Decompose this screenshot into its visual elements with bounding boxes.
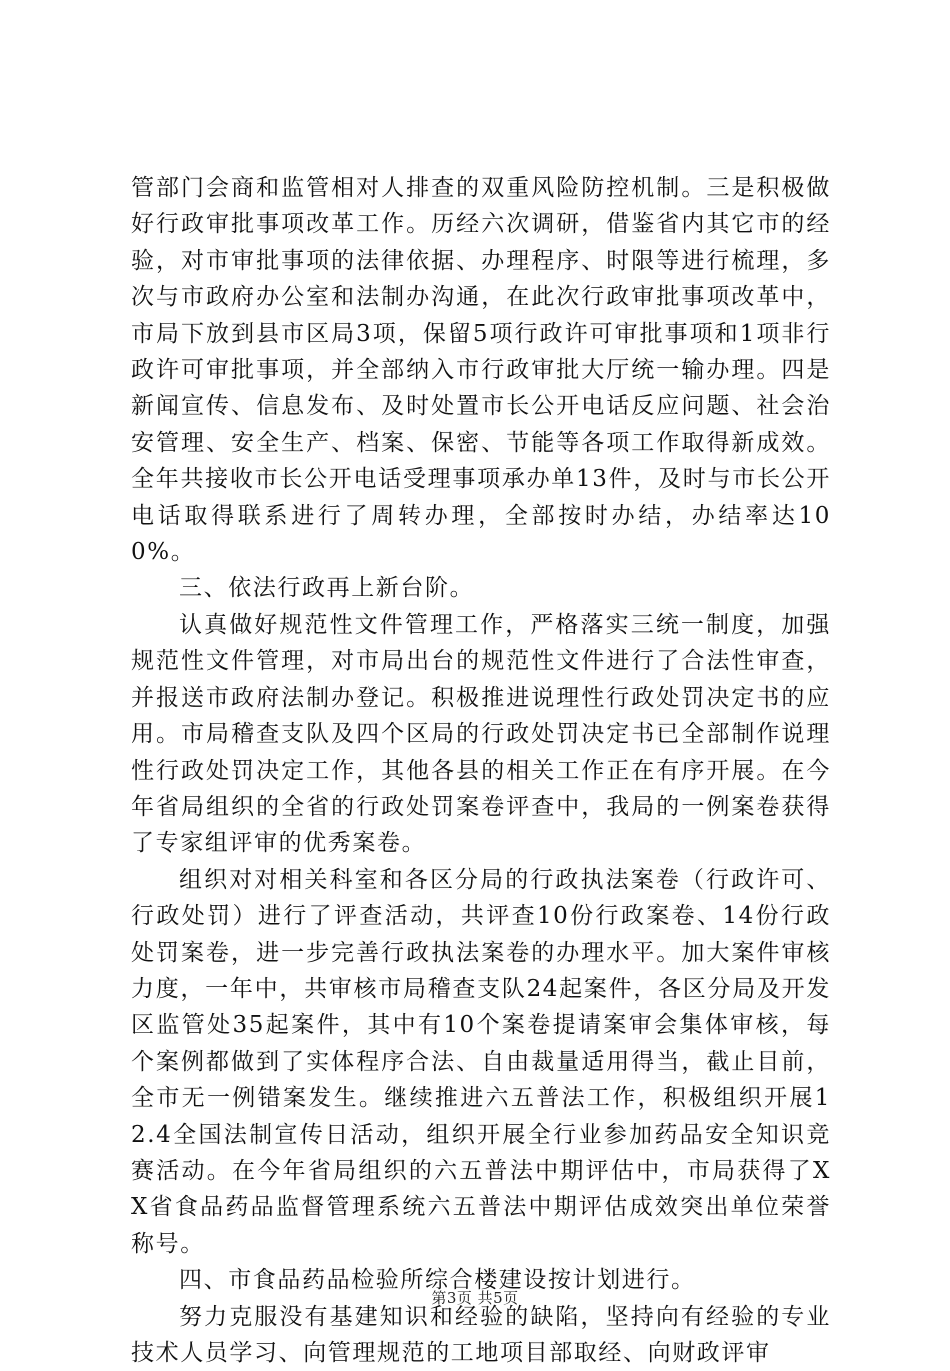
page-number-footer: 第3页 共5页	[431, 1289, 519, 1307]
paragraph-6: 努力克服没有基建知识和经验的缺陷，坚持向有经验的专业技术人员学习、向管理规范的工地项目部取经、向财政评审	[131, 1303, 831, 1366]
paragraph-3: 认真做好规范性文件管理工作，严格落实三统一制度，加强规范性文件管理，对市局出台的规范性文件进行了合法性审查，并报送市政府法制办登记。积极推进说理性行政处罚决定书的应用。市局稽查支队及四个区局的行政处罚决定书已全部制作说理性行政处罚决定工作，其他各县的相关工作正在有序开展。在今年省局组织的全省的行政处罚案卷评查中，我局的一例案卷获得了专家组评审的优秀案卷。	[131, 611, 831, 857]
paragraph-4: 组织对对相关科室和各区分局的行政执法案卷（行政许可、行政处罚）进行了评查活动，共评查10份行政案卷、14份行政处罚案卷，进一步完善行政执法案卷的办理水平。加大案件审核力度，一年中，共审核市局稽查支队24起案件，各区分局及开发区监管处35起案件，其中有10个案卷提请案审会集体审核，每个案例都做到了实体程序合法、自由裁量适用得当，截止目前，全市无一例错案发生。继续推进六五普法工作，积极组织开展12.4全国法制宣传日活动，组织开展全行业参加药品安全知识竞赛活动。在今年省局组织的六五普法中期评估中，市局获得了XX省食品药品监督管理系统六五普法中期评估成效突出单位荣誉称号。	[131, 866, 831, 1257]
section-heading-3: 三、依法行政再上新台阶。	[179, 575, 475, 602]
section-heading-4: 四、市食品药品检验所综合楼建设按计划进行。	[179, 1267, 696, 1294]
document-body	[131, 170, 831, 1371]
paragraph-1: 管部门会商和监管相对人排查的双重风险防控机制。三是积极做好行政审批事项改革工作。历经六次调研，借鉴省内其它市的经验，对市审批事项的法律依据、办理程序、时限等进行梳理，多次与市政府办公室和法制办沟通，在此次行政审批事项改革中，市局下放到县市区局3项，保留5项行政许可审批事项和1项非行政许可审批事项，并全部纳入市行政审批大厅统一输办理。四是新闻宣传、信息发布、及时处置市长公开电话反应问题、社会治安管理、安全生产、档案、保密、节能等各项工作取得新成效。全年共接收市长公开电话受理事项承办单13件，及时与市长公开电话取得联系进行了周转办理，全部按时办结，办结率达100%。	[131, 175, 831, 566]
